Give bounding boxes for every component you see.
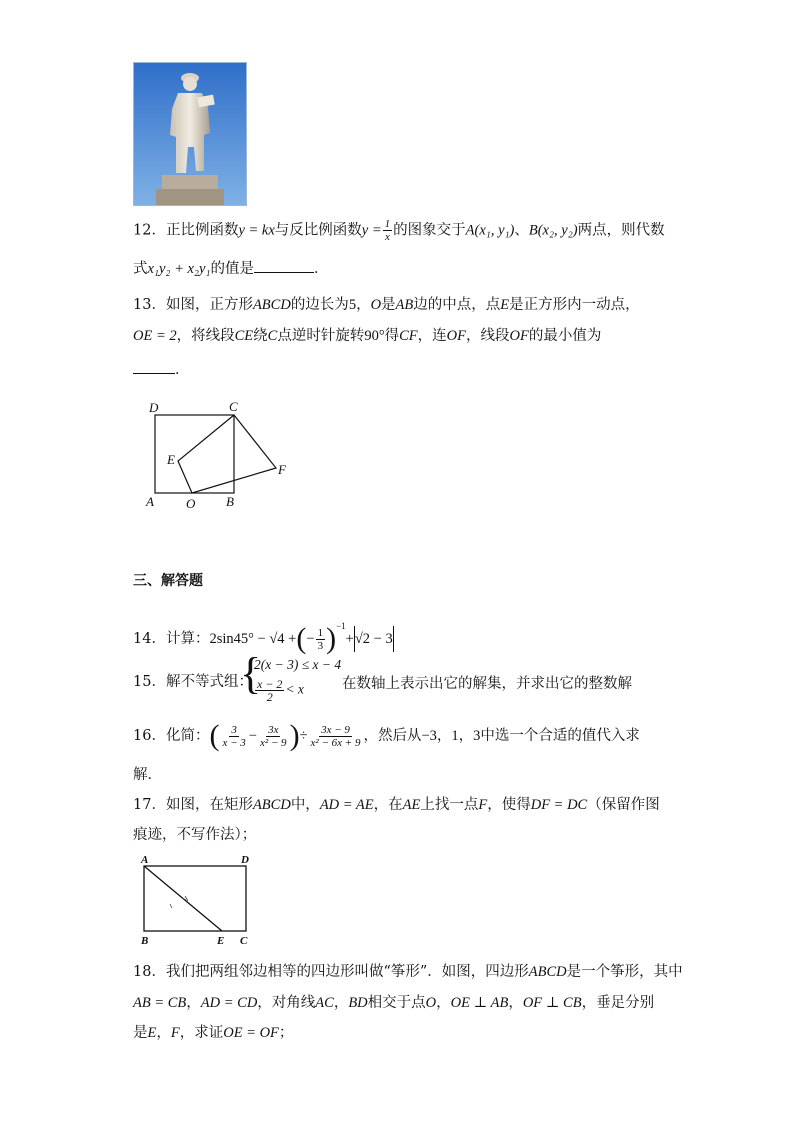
q15-brace: { xyxy=(240,649,262,698)
section-heading: 三、解答题 xyxy=(133,573,203,589)
question-13-line-3: ． xyxy=(133,360,190,380)
label-d: D xyxy=(149,400,159,415)
label-c: C xyxy=(229,399,238,414)
question-18-line-2: AB = CB，AD = CD，对角线AC，BD相交于点O，OE ⊥ AB，OF ⊥ CB，垂足分别 xyxy=(133,995,655,1011)
statue-image xyxy=(134,63,246,205)
q13-answer-blank[interactable] xyxy=(133,372,175,374)
question-14: 14．计算：2sin45° − √4 +(− $\frac{1}{3}$ )$^{-1}$+√2 − 3 xyxy=(133,621,393,655)
question-15-prefix: 15．解不等式组： xyxy=(133,674,253,690)
q15-inequality-1: 2(x − 3) ≤ x − 4 xyxy=(254,657,342,672)
question-17-line-1: 17．如图，在矩形ABCD中，AD = AE，在AE上找一点F，使得DF = DC（保留作图 xyxy=(133,797,660,813)
label-d: D xyxy=(241,854,249,866)
question-16-line-1: 16．化简：( $\frac{3}{x - 3}$ − $\frac{3x}{\text{x² − 9}}$ )÷ $\frac{3x - 9}{\text{x² − 6x + 9}}$ ，然后从−3，1，3中选一个合适的值代入求 xyxy=(133,719,640,752)
q12-point-a: A(x₁, y₁) xyxy=(465,222,515,239)
question-13-line-1: 13．如图，正方形ABCD的边长为5，O是AB边的中点，点E是正方形内一动点， xyxy=(133,297,640,313)
q12-eq-inverse: y = xyxy=(361,222,382,239)
q15-instruction: 在数轴上表示出它的解集，并求出它的整数解 xyxy=(342,676,632,692)
q14-abs-value: √2 − 3 xyxy=(354,631,393,647)
q12-answer-blank[interactable] xyxy=(254,271,314,273)
label-e: E xyxy=(217,935,225,947)
q13-square-figure xyxy=(140,398,300,514)
q12-expression: x₁y₂ + x₂y₁ xyxy=(147,261,211,277)
label-c: C xyxy=(240,935,248,947)
label-b: B xyxy=(141,935,149,947)
question-13-line-2: OE = 2，将线段CE绕C点逆时针旋转90°得CF，连OF，线段OF的最小值为 xyxy=(133,328,602,344)
question-18-line-3: 是E，F，求证OE = OF； xyxy=(133,1025,294,1041)
rectangle-abcd xyxy=(144,866,246,931)
label-a: A xyxy=(146,494,154,509)
q12-point-b: B(x₂, y₂) xyxy=(528,222,578,239)
label-o: O xyxy=(186,496,196,511)
question-12-line-1: 12．正比例函数y = kx与反比例函数y = $\frac{1}{x}$ 的图象交于A(x₁, y₁)、B(x₂, y₂)两点，则代数 xyxy=(133,218,665,243)
q12-text: 与反比例函数 xyxy=(274,222,362,239)
label-f: F xyxy=(278,462,286,477)
q12-fraction: $\frac{1}{x}$ xyxy=(384,218,391,243)
q12-eq-direct: y = kx xyxy=(238,222,275,239)
rotated-segments xyxy=(178,415,276,493)
label-e: E xyxy=(167,452,175,467)
q15-inequality-2: $\frac{x - 2}{2}$ < x xyxy=(257,677,304,704)
q12-text: 的图象交于 xyxy=(393,222,466,239)
question-12-line-2: 式x₁y₂ + x₂y₁的值是 ． xyxy=(133,261,329,277)
q14-fraction: $\frac{1}{3}$ xyxy=(317,626,324,652)
label-a: A xyxy=(141,854,149,866)
q17-rectangle-figure xyxy=(136,852,256,950)
label-b: B xyxy=(226,494,234,509)
q12-text: 两点，则代数 xyxy=(577,222,665,239)
question-17-line-2: 痕迹，不写作法）； xyxy=(133,827,257,843)
q12-text: 12．正比例函数 xyxy=(133,222,239,239)
question-16-line-2: 解． xyxy=(133,767,162,783)
q14-expression: 2sin45° − √4 + xyxy=(209,631,297,647)
question-18-line-1: 18．我们把两组邻边相等的四边形叫做“筝形”．如图，四边形ABCD是一个筝形，其中 xyxy=(133,964,683,980)
statue-photo xyxy=(133,62,247,206)
